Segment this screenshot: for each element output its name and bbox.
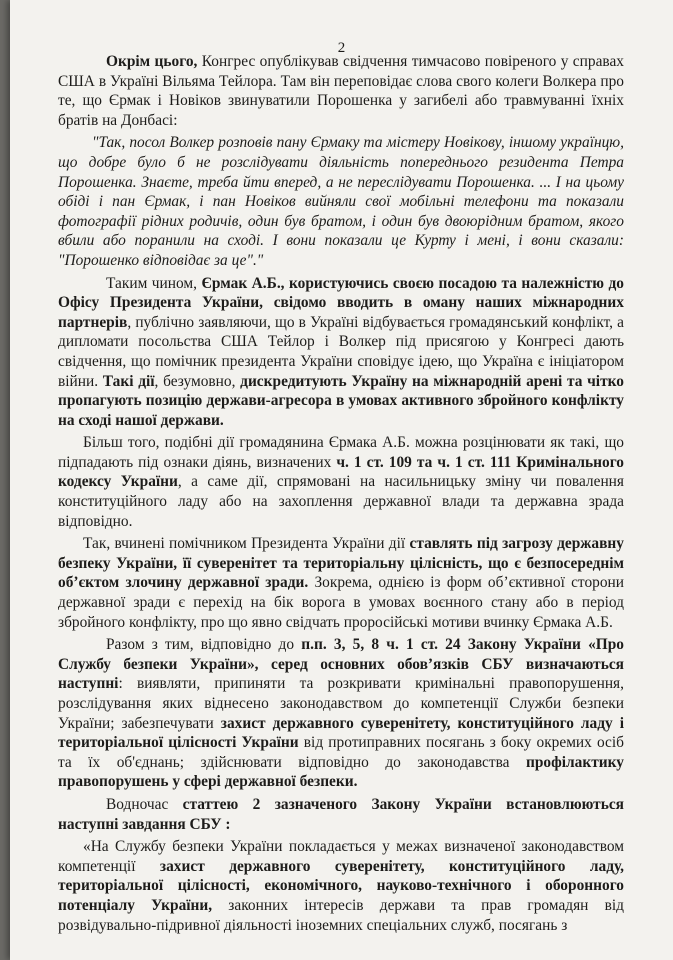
paragraph-text: Разом з тим, відповідно до (106, 636, 302, 654)
paragraph-text: Водночас (106, 795, 183, 813)
paragraph-text: Зокрема, однією із форм об’єктивної сторони державної зради є перехід на бік ворога в умовах воєнного стану або в період збройного конфлікту, про що явно свідчать проросійські мотиви вчинку Єрмака А.Б. (58, 574, 624, 631)
paragraph-state-security (58, 534, 624, 632)
paragraph-text: Таким чином, (106, 274, 202, 292)
paragraph-sbu-duties (58, 635, 624, 792)
bold-text: захист державного суверенітету, конституційного ладу, територіальної цілісності, економічного, науково-технічного і оборонного потенціалу України, (58, 857, 624, 914)
bold-text: статтею 2 зазначеного Закону України встановлюються наступні завдання СБУ : (58, 795, 625, 833)
bold-text: Окрім цього, (106, 53, 198, 70)
paragraph-text: Більш того, подібні дії громадянина Єрмака А.Б. можна розцінювати як такі, що підпадають під ознаки діянь, визначених (58, 434, 624, 471)
paragraph-text: , публічно заявляючи, що в Україні відбувається громадянський конфлікт, а дипломати посольства США Тейлор і Волкер під присягою у Конгресі дають свідчення, що помічник президента України сповідує ідею, що Україна є ініціатором війни. (58, 313, 624, 390)
bold-text: Єрмак А.Б., користуючись своєю посадою та належністю до Офісу Президента України, свідомо вводить в оману наших міжнародних партнерів (58, 274, 624, 331)
quote-taylor-testimony: "Так, посол Волкер розповів пану Єрмаку та містеру Новікову, іншому українцю, що добре було б не розслідувати діяльність попереднього резидента Петра Порошенка. Знаєте, треба йти вперед, а не переслідувати Порошенка. ... І на цьому обіді і пан Єрмак, і пан Новіков вийняли свої мобільні телефони та показали фотографії рідних родичів, один був братом, і один був двоюрідним братом, якого вбили або поранили на сході. І вони показали це Курту і мені, і вони сказали: "Порошенко відповідає за це"." (58, 134, 624, 269)
paragraph-text: «На Службу безпеки України покладається у межах визначеної законодавством компетенції (58, 838, 624, 875)
bold-text: Такі дії (102, 372, 155, 390)
paragraph-text: від протиправних посягань з боку окремих осіб та їх об'єднань; здійснювати відповідно до законодавства (58, 734, 624, 771)
document-page (10, 0, 673, 960)
bold-text: профілактику правопорушень у сфері державної безпеки. (58, 753, 624, 791)
page-number: 2 (337, 40, 346, 56)
bold-text: ч. 1 ст. 109 та ч. 1 ст. 111 Кримінального кодексу України (58, 453, 624, 491)
document-body (58, 52, 624, 938)
bold-text: дискредитують Україну на міжнародній арені та чітко пропагують позицію держави-агресора в умовах активного збройного конфлікту на сході нашої держави. (58, 372, 624, 429)
bold-text: п.п. 3, 5, 8 ч. 1 ст. 24 Закону України «Про Службу безпеки України», серед основних обов’язків СБУ визначаються наступні (58, 636, 624, 693)
paragraph-text: Конгрес опублікував свідчення тимчасово повіреного у справах США в Україні Вільяма Тейлора. Там він переповідає слова свого колеги Волкера про те, що Єрмак і Новіков звинуватили Порошенка у загибелі або травмуванні їхніх братів на Донбасі: (58, 53, 624, 129)
paragraph-text: Так, вчинені помічником Президента України дії (83, 535, 410, 553)
paragraph-text: законних інтересів держави та прав громадян від розвідувально-підривної діяльності іноземних спеціальних служб, посягань з (58, 896, 624, 934)
paragraph-congress-testimony (58, 52, 624, 130)
bold-text: ставлять під загрозу державну безпеку України, її суверенітет та територіальну цілісність, що є безпосереднім об’єктом злочину державної зради. (58, 535, 624, 592)
paragraph-text: , а саме дії, спрямовані на насильницьку зміну чи повалення конституційного ладу або на захоплення державної влади та державна зрада відповідно. (58, 473, 624, 530)
paragraph-yermak-conclusion (58, 274, 624, 431)
paragraph-text: : виявляти, припиняти та розкривати кримінальні правопорушення, розслідування яких віднесено законодавством до компетенції Служби безпеки України; забезпечувати (58, 675, 624, 732)
paragraph-sbu-tasks (58, 795, 624, 834)
paragraph-law-quote (58, 837, 624, 935)
paragraph-criminal-code (58, 433, 624, 531)
bold-text: захист державного суверенітету, конституційного ладу і територіальної цілісності України (58, 714, 624, 752)
paragraph-text: , безумовно, (154, 372, 241, 390)
